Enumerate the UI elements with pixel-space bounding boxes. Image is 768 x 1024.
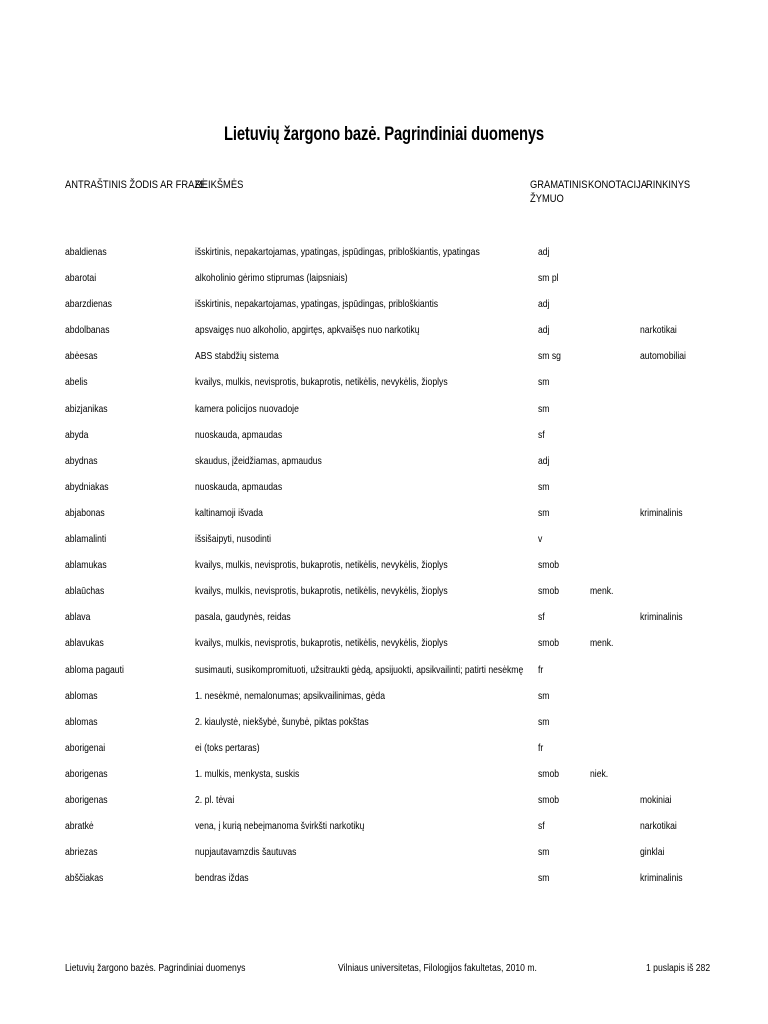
entry-word: abydnas [65,454,98,467]
entry-rinkinys: kriminalinis [640,872,683,885]
entry-word: abaldienas [65,246,107,258]
entry-rinkinys: kriminalinis [640,611,683,624]
table-row [0,271,768,297]
entry-word: abriezas [65,846,98,859]
entry-gram: sm [538,689,550,702]
entry-word: aborigenai [65,741,106,754]
entry-gram: sm [538,872,550,885]
entry-gram: sm [538,480,550,493]
entry-gram: sm [538,846,550,859]
entry-word: abloma pagauti [65,663,124,676]
table-row [0,323,768,349]
entry-gram: smob [538,585,560,598]
entry-word: abarzdienas [65,298,112,311]
entry-word: abyda [65,428,89,441]
entry-gram: sm [538,506,550,519]
entry-word: abydniakas [65,480,109,493]
entries-table [0,245,768,897]
page-title: Lietuvių žargono bazė. Pagrindiniai duomenys [223,124,545,145]
entry-meaning: kvailys, mulkis, nevisprotis, bukaprotis, netikėlis, nevykėlis, žioplys [195,637,448,650]
entry-meaning: alkoholinio gėrimo stiprumas (laipsniais) [195,272,348,285]
entry-rinkinys: narkotikai [640,820,677,833]
entry-word: ablavukas [65,637,104,650]
entry-gram: sm sg [538,350,561,363]
entry-gram: adj [538,246,550,258]
table-row [0,871,768,897]
entry-gram: fr [538,663,544,676]
table-row [0,767,768,793]
table-row [0,741,768,767]
entry-meaning: ei (toks pertaras) [195,741,260,754]
entry-word: abelis [65,376,88,389]
table-row [0,793,768,819]
entry-gram: sf [538,611,545,624]
entry-word: abdolbanas [65,324,110,337]
entry-gram: sm pl [538,272,559,285]
table-row [0,845,768,871]
entry-gram: smob [538,559,560,572]
header-rinkinys: RINKINYS [646,179,691,191]
entry-word: aborigenas [65,793,108,806]
entry-gram: sm [538,402,550,415]
entry-gram: sm [538,715,550,728]
entry-meaning: 2. pl. tėvai [195,793,235,806]
entry-meaning: vena, į kurią nebeįmanoma švirkšti narkotikų [195,820,365,833]
footer-left: Lietuvių žargono bazės. Pagrindiniai duomenys [65,962,246,974]
entry-meaning: kvailys, mulkis, nevisprotis, bukaprotis, netikėlis, nevykėlis, žioplys [195,376,448,389]
table-row [0,584,768,610]
header-word: ANTRAŠTINIS ŽODIS AR FRAZĖ [65,179,207,191]
entry-word: abarotai [65,272,97,285]
entry-gram: adj [538,454,550,467]
entry-meaning: kvailys, mulkis, nevisprotis, bukaprotis, netikėlis, nevykėlis, žioplys [195,585,448,598]
entry-konotacija: niek. [590,767,609,780]
entry-word: ablaūchas [65,585,105,598]
table-row [0,689,768,715]
entry-meaning: 1. nesėkmė, nemalonumas; apsikvailinimas, gėda [195,689,385,702]
header-meaning: REIKŠMĖS [195,179,244,191]
table-row [0,636,768,662]
entry-word: abėesas [65,350,98,363]
table-row [0,532,768,558]
entry-meaning: susimauti, susikompromituoti, užsitraukti gėdą, apsijuokti, apsikvailinti; patirti nesėkmę [195,663,524,676]
entry-meaning: 1. mulkis, menkysta, suskis [195,767,300,780]
entry-meaning: 2. kiaulystė, niekšybė, šunybė, piktas pokštas [195,715,369,728]
entry-gram: adj [538,324,550,337]
entry-rinkinys: ginklai [640,846,665,859]
entry-word: ablomas [65,715,98,728]
table-row [0,402,768,428]
entry-gram: sf [538,428,545,441]
footer-page-number: 1 puslapis iš 282 [646,962,711,974]
entry-rinkinys: automobiliai [640,350,686,363]
table-row [0,349,768,375]
entry-meaning: išskirtinis, nepakartojamas, ypatingas, įspūdingas, pribloškiantis [195,298,439,311]
entry-rinkinys: mokiniai [640,793,672,806]
header-gram: GRAMATINIS ŽYMUO [530,179,588,205]
table-row [0,245,768,271]
entry-meaning: nuoskauda, apmaudas [195,480,283,493]
footer-center: Vilniaus universitetas, Filologijos fakultetas, 2010 m. [338,962,537,974]
entry-meaning: apsvaigęs nuo alkoholio, apgirtęs, apkvaišęs nuo narkotikų [195,324,420,337]
entry-meaning: kvailys, mulkis, nevisprotis, bukaprotis, netikėlis, nevykėlis, žioplys [195,559,448,572]
entry-word: abizjanikas [65,402,108,415]
entry-gram: sm [538,376,550,389]
table-row [0,558,768,584]
entry-word: ablamukas [65,559,107,572]
header-konotacija: KONOTACIJA [588,179,648,191]
entry-gram: fr [538,741,544,754]
table-row [0,454,768,480]
entry-konotacija: menk. [590,637,614,650]
entry-meaning: kaltinamoji išvada [195,506,263,519]
table-row [0,480,768,506]
entry-rinkinys: narkotikai [640,324,677,337]
table-row [0,715,768,741]
entry-gram: smob [538,637,560,650]
table-row [0,610,768,636]
entry-word: abščiakas [65,872,104,885]
entry-meaning: išskirtinis, nepakartojamas, ypatingas, įspūdingas, pribloškiantis, ypatingas [195,246,480,258]
entry-word: abratkė [65,820,94,833]
table-row [0,375,768,401]
entry-konotacija: menk. [590,585,614,598]
entry-meaning: kamera policijos nuovadoje [195,402,299,415]
entry-word: ablomas [65,689,98,702]
table-row [0,663,768,689]
entry-word: ablamalinti [65,533,107,546]
entry-word: aborigenas [65,767,108,780]
entry-rinkinys: kriminalinis [640,506,683,519]
entry-gram: sf [538,820,545,833]
entry-gram: v [538,533,543,546]
entry-meaning: ABS stabdžių sistema [195,350,279,363]
entry-gram: adj [538,298,550,311]
table-row [0,428,768,454]
entry-word: abjabonas [65,506,105,519]
entry-word: ablava [65,611,91,624]
table-row [0,819,768,845]
table-row [0,506,768,532]
table-row [0,297,768,323]
entry-meaning: skaudus, įžeidžiamas, apmaudus [195,454,322,467]
entry-meaning: bendras iždas [195,872,249,885]
entry-gram: smob [538,767,560,780]
entry-meaning: nupjautavamzdis šautuvas [195,846,297,859]
entry-meaning: nuoskauda, apmaudas [195,428,283,441]
entry-meaning: pasala, gaudynės, reidas [195,611,291,624]
entry-meaning: išsišaipyti, nusodinti [195,533,272,546]
entry-gram: smob [538,793,560,806]
